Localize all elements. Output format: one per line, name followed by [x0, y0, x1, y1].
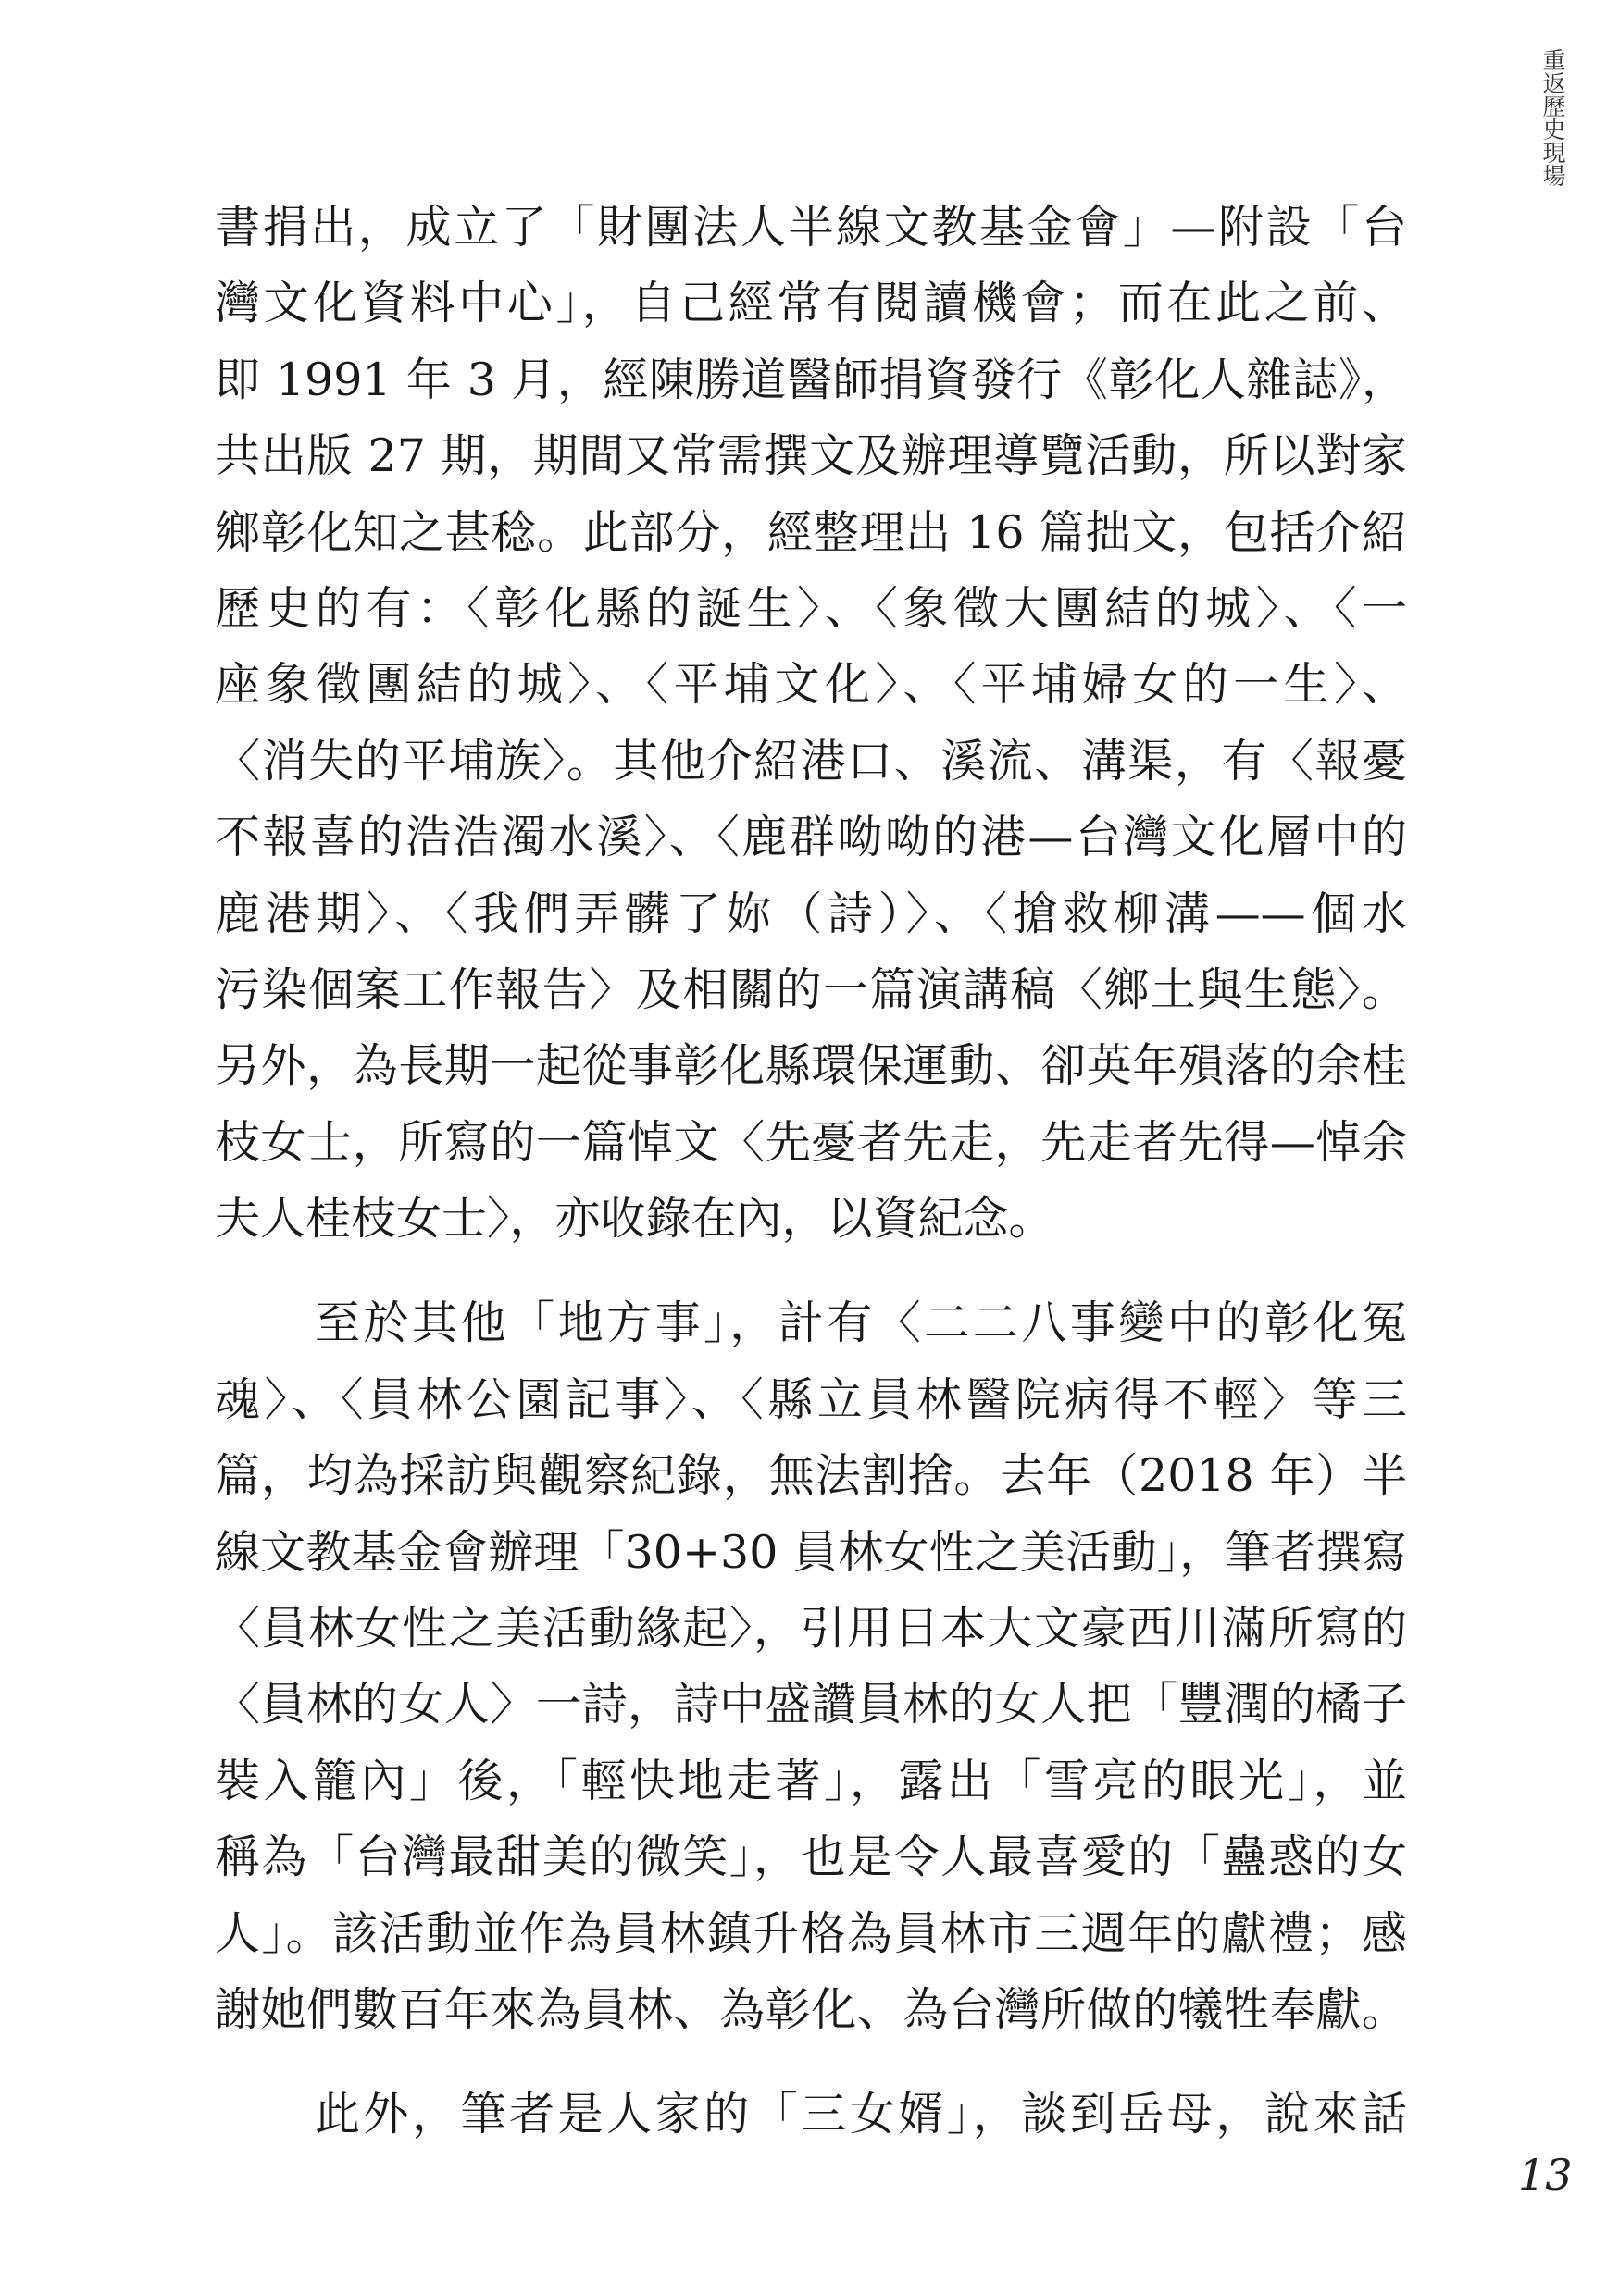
- text-line: 污染個案工作報告〉及相關的一篇演講稿〈鄉土與生態〉。: [215, 962, 1407, 1016]
- text-line: 另外，為長期一起從事彰化縣環保運動、卻英年殞落的余桂: [215, 1039, 1407, 1093]
- text-line: 灣文化資料中心」，自己經常有閱讀機會；而在此之前、: [215, 277, 1407, 330]
- text-line: 此外，筆者是人家的「三女婿」，談到岳母，說來話: [315, 2088, 1407, 2141]
- text-line: 線文教基金會辦理「30+30 員林女性之美活動」，筆者撰寫: [215, 1525, 1407, 1579]
- text-line: 即 1991 年 3 月，經陳勝道醫師捐資發行《彰化人雜誌》，: [215, 353, 1407, 406]
- paragraph-gap: [215, 1257, 1407, 1285]
- text-line: 共出版 27 期，期間又常需撰文及辦理導覽活動，所以對家: [215, 429, 1407, 483]
- text-line: 書捐出，成立了「財團法人半線文教基金會」—附設「台: [215, 201, 1407, 254]
- text-line: 稱為「台灣最甜美的微笑」，也是令人最喜愛的「蠱惑的女: [215, 1831, 1407, 1884]
- page-number: 13: [1518, 2150, 1573, 2200]
- text-line: 座象徵團結的城〉、〈平埔文化〉、〈平埔婦女的一生〉、: [215, 658, 1407, 712]
- text-line: 至於其他「地方事」，計有〈二二八事變中的彰化冤: [315, 1297, 1407, 1350]
- text-line: 篇，均為採訪與觀察紀錄，無法割捨。去年（2018 年）半: [215, 1449, 1407, 1503]
- text-line: 魂〉、〈員林公園記事〉、〈縣立員林醫院病得不輕〉等三: [215, 1372, 1407, 1426]
- running-head: 重返歷史現場: [1539, 48, 1566, 187]
- text-line: 鄉彰化知之甚稔。此部分，經整理出 16 篇拙文，包括介紹: [215, 505, 1407, 559]
- text-line: 枝女士，所寫的一篇悼文〈先憂者先走，先走者先得—悼余: [215, 1115, 1407, 1169]
- text-line: 夫人桂枝女士〉，亦收錄在內，以資紀念。: [215, 1192, 1054, 1246]
- body-text: [215, 190, 1407, 2153]
- text-line: 謝她們數百年來為員林、為彰化、為台灣所做的犧牲奉獻。: [215, 1982, 1407, 2036]
- text-line: 不報喜的浩浩濁水溪〉、〈鹿群呦呦的港—台灣文化層中的: [215, 811, 1407, 864]
- text-line: 鹿港期〉、〈我們弄髒了妳（詩）〉、〈搶救柳溝——個水: [215, 887, 1407, 940]
- text-line: 〈員林的女人〉一詩，詩中盛讚員林的女人把「豐潤的橘子: [215, 1678, 1407, 1731]
- paragraph-gap: [215, 2048, 1407, 2077]
- text-line: 〈消失的平埔族〉。其他介紹港口、溪流、溝渠，有〈報憂: [215, 734, 1407, 788]
- text-line: 裝入籠內」後，「輕快地走著」，露出「雪亮的眼光」，並: [215, 1754, 1407, 1807]
- text-line: 〈員林女性之美活動緣起〉，引用日本大文豪西川滿所寫的: [215, 1602, 1407, 1656]
- text-line: 歷史的有：〈彰化縣的誕生〉、〈象徵大團結的城〉、〈一: [215, 581, 1407, 635]
- text-line: 人」。該活動並作為員林鎮升格為員林市三週年的獻禮；感: [215, 1906, 1407, 1960]
